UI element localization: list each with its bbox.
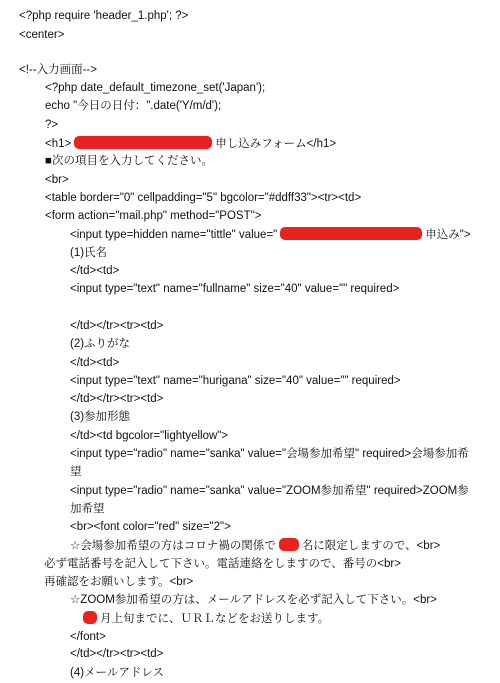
- code-line: [70, 484, 469, 498]
- code-line: [70, 410, 130, 424]
- code-text-after: 名に限定しますので、<br>: [301, 540, 441, 552]
- code-line: [70, 630, 106, 644]
- code-line: [70, 502, 105, 516]
- code-line: [70, 392, 163, 406]
- code-text: (2)ふりがな: [70, 338, 131, 350]
- code-text: 望: [70, 466, 82, 478]
- code-text: 加希望: [70, 503, 105, 515]
- code-text-before: <h1>: [45, 138, 72, 150]
- code-text-before: ☆会場参加希望の方はコロナ禍の関係で: [70, 540, 276, 552]
- code-text: </td></tr><tr><td>: [70, 393, 164, 405]
- code-text: (4)メールアドレス: [70, 667, 164, 679]
- code-line: [70, 319, 163, 333]
- redaction-mark: [279, 538, 299, 551]
- code-text: <br><font color="red" size="2">: [70, 521, 231, 533]
- code-line: [44, 557, 401, 571]
- redaction-mark: [280, 227, 422, 240]
- code-line: [45, 209, 261, 223]
- code-text: <input type="radio" name="sanka" value="会場参加希望" required>会場参加希: [70, 448, 469, 460]
- code-text: 再確認をお願いします。<br>: [44, 576, 194, 588]
- code-text-after: 申し込みフォーム</h1>: [215, 138, 337, 150]
- code-line: [70, 520, 231, 534]
- redaction-mark: [74, 136, 212, 149]
- code-text: <?php date_default_timezone_set('Japan');: [45, 82, 266, 94]
- code-line: [45, 173, 69, 187]
- code-text: <input type="text" name="hurigana" size="40" value="" required>: [70, 375, 401, 387]
- code-text: </td></tr><tr><td>: [70, 320, 164, 332]
- code-text: (3)参加形態: [70, 411, 131, 423]
- code-line: [70, 227, 471, 242]
- code-line: [70, 264, 119, 278]
- code-line: [70, 356, 119, 370]
- code-text: </font>: [70, 631, 106, 643]
- code-line: [45, 81, 265, 95]
- redaction-mark: [83, 611, 97, 624]
- code-text: echo "今日の日付：".date('Y/m/d');: [45, 100, 222, 112]
- code-text-before: <input type=hidden name="tittle" value=": [70, 229, 278, 241]
- code-text-after: 申込み">: [425, 229, 471, 241]
- code-line: [70, 246, 107, 260]
- code-text: <form action="mail.php" method="POST">: [45, 210, 262, 222]
- code-line: [45, 99, 221, 113]
- code-line: [70, 374, 401, 388]
- code-text: ☆ZOOM参加希望の方は、メールアドレスを必ず記入して下さい。<br>: [70, 594, 437, 606]
- code-text: </td><td bgcolor="lightyellow">: [70, 430, 229, 442]
- code-text: <input type="radio" name="sanka" value="ZOOM参加希望" required>ZOOM参: [70, 485, 469, 497]
- code-text: </td><td>: [70, 357, 120, 369]
- code-line: [70, 538, 440, 553]
- code-line: [70, 282, 399, 296]
- code-text: <br>: [45, 174, 69, 186]
- code-line: [19, 28, 64, 42]
- code-text-after: 月上旬までに、ＵＲＬなどをお送りします。: [100, 613, 330, 625]
- code-text: ■次の項目を入力してください。: [45, 155, 213, 167]
- code-text: <center>: [19, 29, 65, 41]
- code-line: [19, 9, 188, 23]
- code-text: <table border="0" cellpadding="5" bgcolor="#ddff33"><tr><td>: [45, 192, 362, 204]
- code-text: ?>: [45, 119, 59, 131]
- code-text: 必ず電話番号を記入して下さい。電話連絡をしますので、番号の<br>: [44, 558, 401, 570]
- code-line: [45, 118, 58, 132]
- code-line: [45, 154, 213, 168]
- code-line: [45, 136, 336, 151]
- code-text: </td><td>: [70, 265, 120, 277]
- code-text: <!--入力画面-->: [19, 64, 97, 76]
- code-line: [44, 575, 193, 589]
- code-line: [70, 647, 163, 661]
- code-line: [70, 337, 130, 351]
- code-line: [19, 63, 97, 77]
- code-line: [70, 593, 437, 607]
- code-line: [70, 666, 164, 680]
- code-text: (1)氏名: [70, 247, 108, 259]
- code-text: <input type="text" name="fullname" size="40" value="" required>: [70, 283, 400, 295]
- code-line: [70, 465, 82, 479]
- code-line: [70, 429, 228, 443]
- code-line: [70, 447, 469, 461]
- code-text: <?php require 'header_1.php'; ?>: [19, 10, 189, 22]
- code-line: [45, 191, 361, 205]
- code-line: [80, 611, 329, 626]
- code-text: </td></tr><tr><td>: [70, 648, 164, 660]
